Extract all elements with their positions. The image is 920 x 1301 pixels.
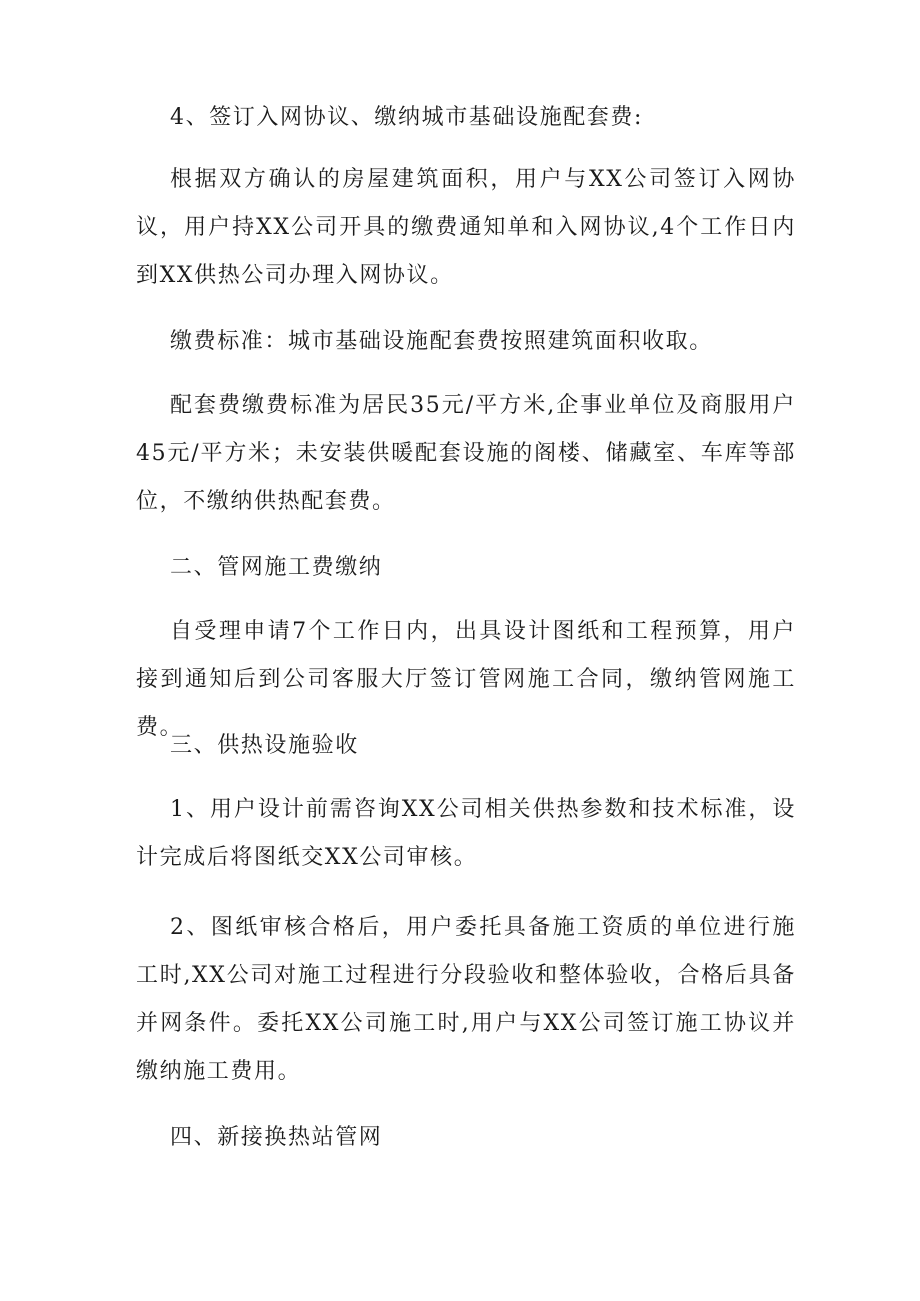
agreement-paragraph: 根据双方确认的房屋建筑面积，用户与XX公司签订入网协议，用户持XX公司开具的缴费通知单和入网协议,4个工作日内到XX供热公司办理入网协议。 — [136, 167, 796, 288]
section-4-heading: 4、签订入网协议、缴纳城市基础设施配套费: — [170, 105, 644, 130]
fee-rate-paragraph: 配套费缴费标准为居民35元/平方米,企事业单位及商服用户45元/平方米；未安装供暖配套设施的阁楼、储藏室、车库等部位，不缴纳供热配套费。 — [136, 393, 796, 514]
section-three-heading: 三、供热设施验收 — [170, 733, 359, 758]
fee-standard-line: 缴费标准：城市基础设施配套费按照建筑面积收取。 — [170, 329, 713, 354]
inspection-paragraph: 2、图纸审核合格后，用户委托具备施工资质的单位进行施工时,XX公司对施工过程进行分段验收和整体验收，合格后具备并网条件。委托XX公司施工时,用户与XX公司签订施工协议并缴纳施工费用。 — [136, 915, 796, 1084]
section-two-heading: 二、管网施工费缴纳 — [170, 555, 383, 580]
section-four-heading: 四、新接换热站管网 — [170, 1125, 383, 1150]
pipe-construction-paragraph: 自受理申请7个工作日内，出具设计图纸和工程预算，用户接到通知后到公司客服大厅签订管网施工合同，缴纳管网施工费。 — [136, 619, 796, 740]
design-consult-paragraph: 1、用户设计前需咨询XX公司相关供热参数和技术标准，设计完成后将图纸交XX公司审核。 — [136, 797, 796, 870]
